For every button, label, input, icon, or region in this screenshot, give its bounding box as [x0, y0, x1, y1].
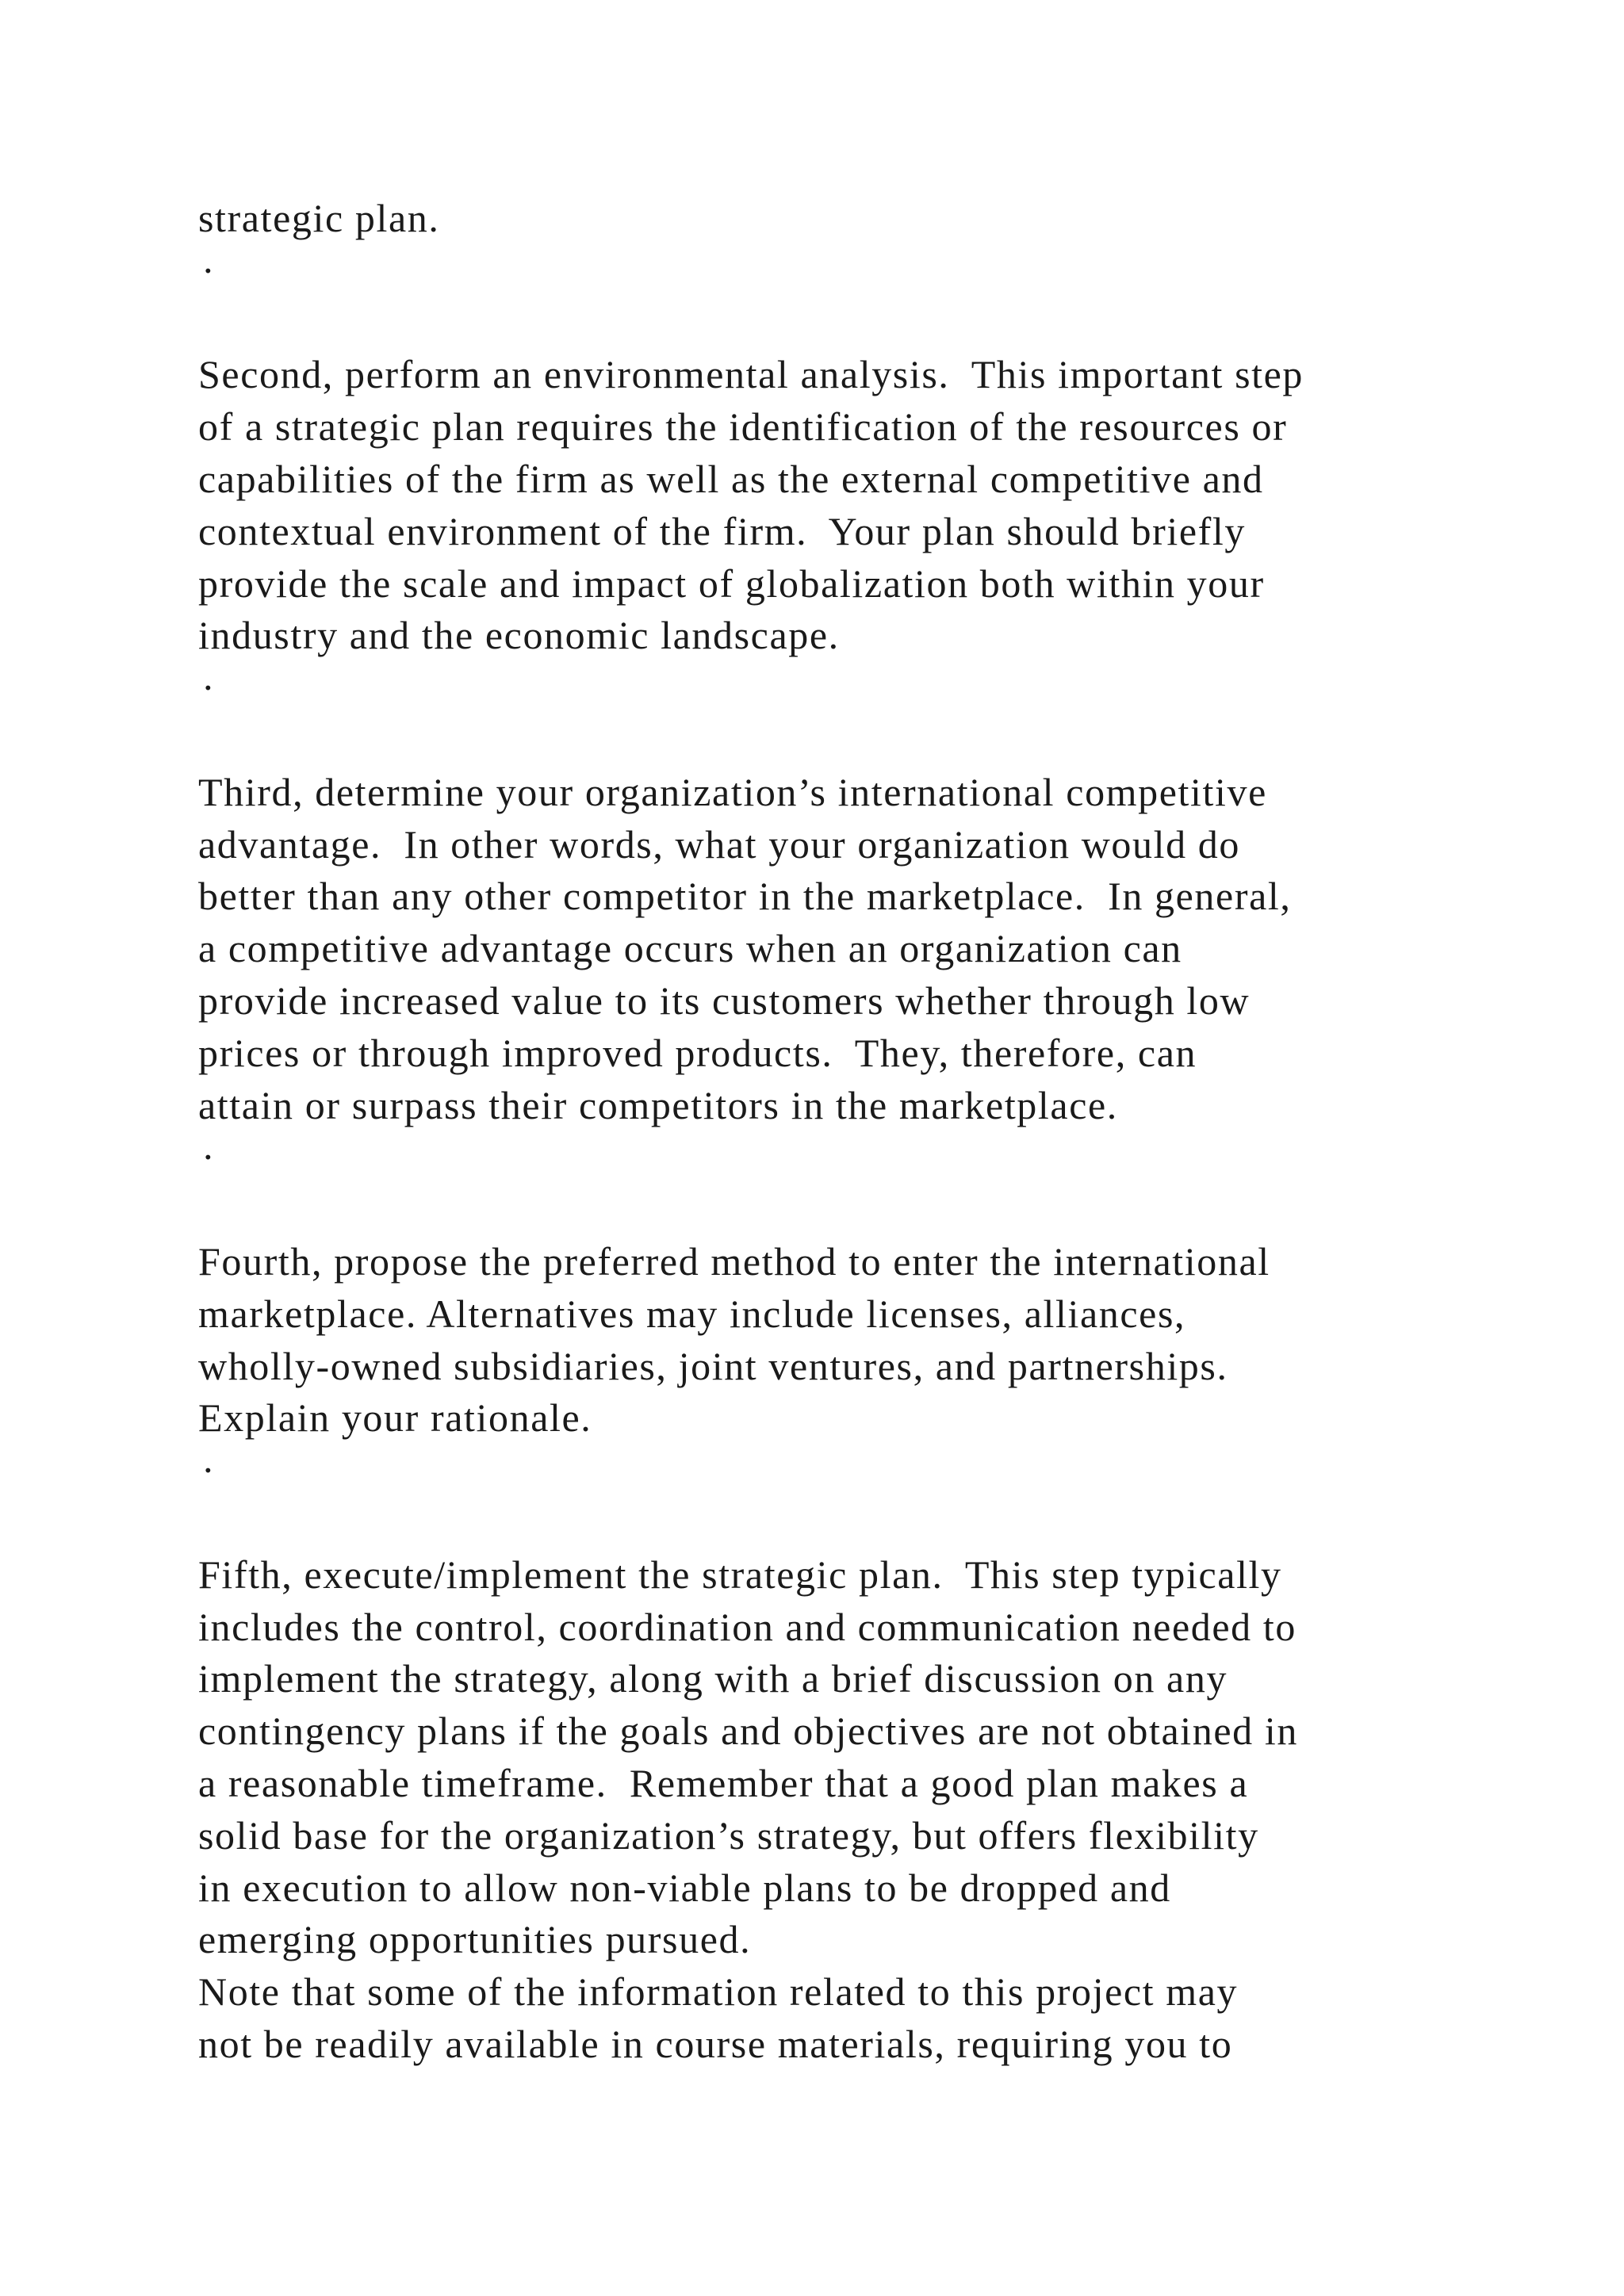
text-line: advantage. In other words, what your organization would do [198, 821, 1241, 867]
text-line: Explain your rationale. [198, 1395, 592, 1441]
text-line: in execution to allow non-viable plans to be dropped and [198, 1865, 1171, 1910]
document-body-text [198, 193, 1499, 2071]
text-line: emerging opportunities pursued. [198, 1917, 752, 1962]
text-line: industry and the economic landscape. [198, 613, 840, 658]
blank-line [198, 1184, 1499, 1236]
text-line: Third, determine your organization’s international competitive [198, 769, 1267, 814]
text-line: attain or surpass their competitors in the marketplace. [198, 1082, 1118, 1127]
text-line: prices or through improved products. They, therefore, can [198, 1030, 1197, 1075]
text-line: strategic plan. [198, 196, 440, 240]
text-line: a reasonable timeframe. Remember that a good plan makes a [198, 1760, 1249, 1805]
bullet-dot: · [201, 1448, 216, 1493]
text-line: Fourth, propose the preferred method to enter the international [198, 1238, 1270, 1284]
text-line: contingency plans if the goals and objectives are not obtained in [198, 1709, 1298, 1754]
text-line: implement the strategy, along with a brief discussion on any [198, 1656, 1228, 1701]
text-line: not be readily available in course materials, requiring you to [198, 2021, 1233, 2066]
blank-line [198, 714, 1499, 767]
text-line: includes the control, coordination and communication needed to [198, 1604, 1297, 1649]
text-line: of a strategic plan requires the identification of the resources or [198, 404, 1288, 450]
text-line: Second, perform an environmental analysis. This important step [198, 352, 1304, 397]
text-line: provide the scale and impact of globalization both within your [198, 561, 1265, 606]
text-line: contextual environment of the firm. Your plan should briefly [198, 508, 1246, 553]
bullet-dot: · [201, 665, 216, 710]
text-line: provide increased value to its customers whether through low [198, 978, 1251, 1023]
text-line: better than any other competitor in the marketplace. In general, [198, 874, 1292, 919]
text-line: marketplace. Alternatives may include licenses, alliances, [198, 1291, 1186, 1336]
text-line: solid base for the organization’s strategy, but offers flexibility [198, 1812, 1259, 1858]
bullet-dot: · [201, 247, 216, 293]
text-line: Note that some of the information related to this project may [198, 1969, 1239, 2015]
blank-line [198, 297, 1499, 350]
text-line: wholly-owned subsidiaries, joint ventures, and partnerships. [198, 1343, 1228, 1388]
bullet-dot: · [201, 1135, 216, 1180]
blank-line [198, 1497, 1499, 1549]
text-line: a competitive advantage occurs when an organization can [198, 926, 1182, 971]
text-line: capabilities of the firm as well as the external competitive and [198, 456, 1264, 501]
text-line: Fifth, execute/implement the strategic plan. This step typically [198, 1552, 1282, 1597]
